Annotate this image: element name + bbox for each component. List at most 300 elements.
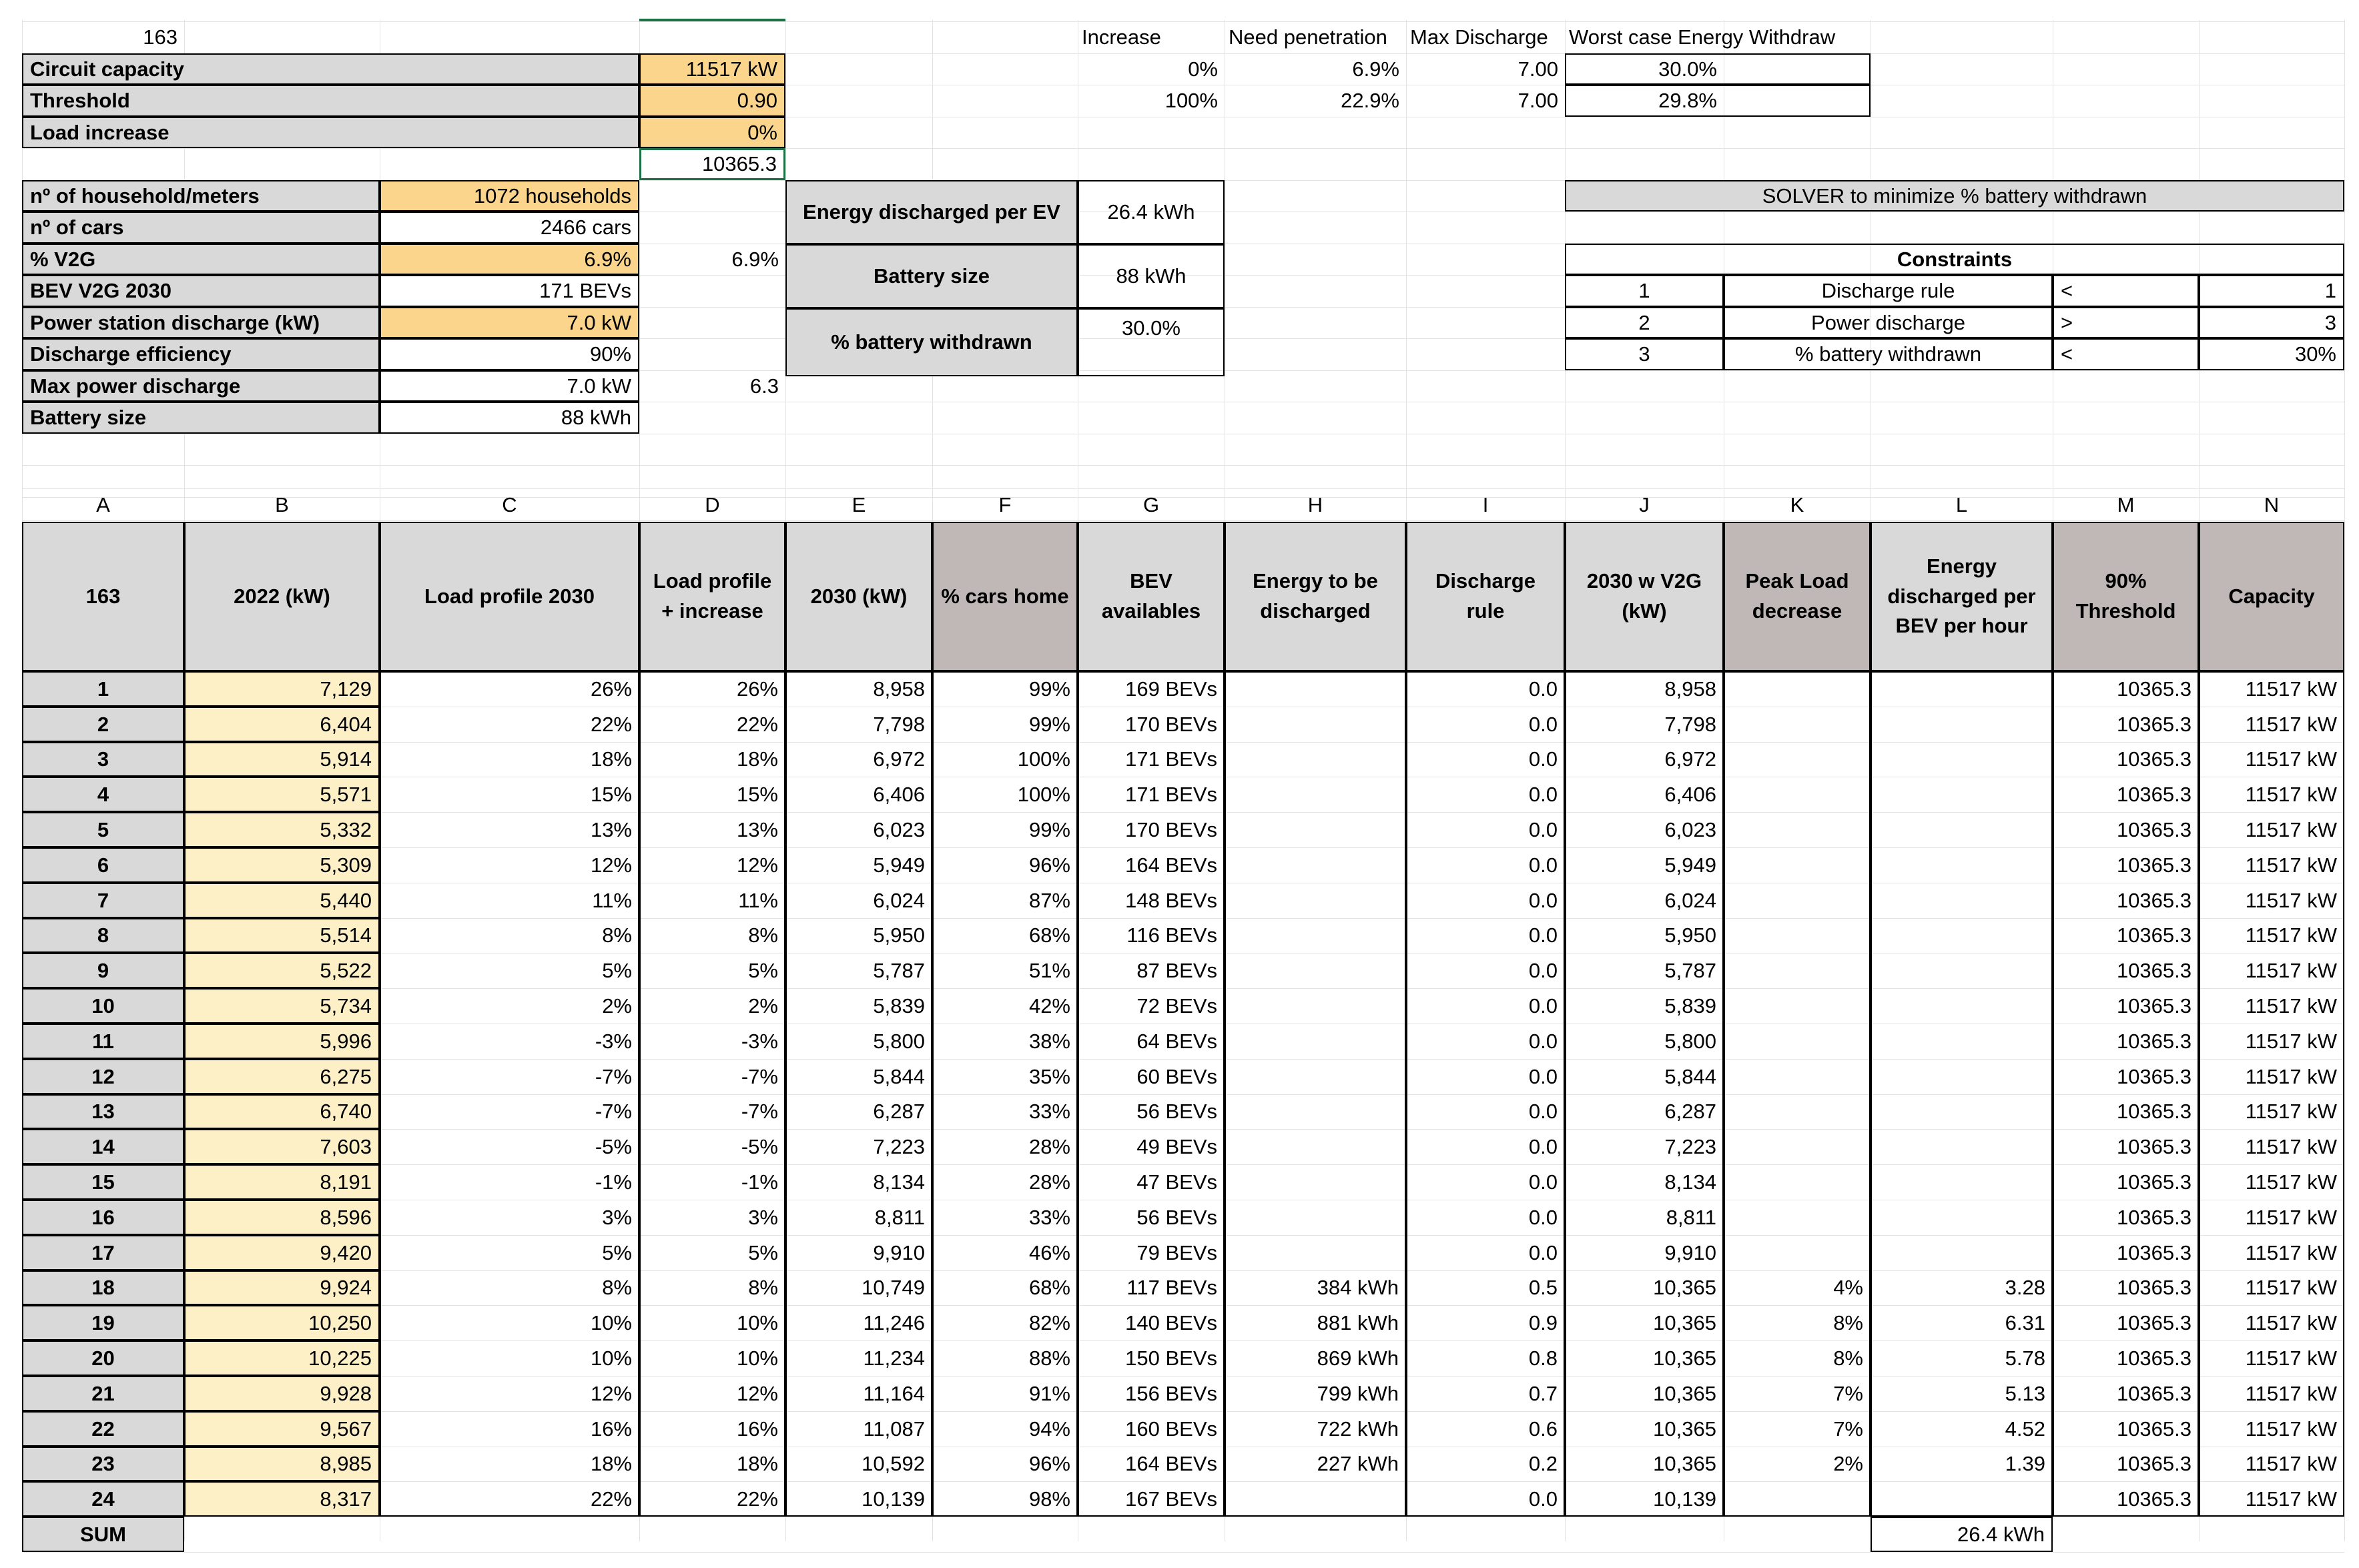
- table-cell[interactable]: 19: [22, 1305, 184, 1340]
- table-cell[interactable]: 11517 kW: [2199, 1305, 2344, 1340]
- table-cell[interactable]: 5,839: [785, 988, 932, 1024]
- table-cell[interactable]: 11517 kW: [2199, 1447, 2344, 1482]
- table-cell[interactable]: [1225, 777, 1406, 812]
- table-cell[interactable]: 0.0: [1406, 671, 1565, 707]
- scenario-header[interactable]: Need penetration: [1229, 25, 1387, 49]
- table-cell[interactable]: 5,996: [184, 1024, 380, 1059]
- table-cell[interactable]: 11517 kW: [2199, 1340, 2344, 1376]
- column-letter[interactable]: K: [1790, 492, 1804, 516]
- scenario-cell[interactable]: 0%: [1188, 57, 1218, 81]
- table-cell[interactable]: [1871, 1200, 2053, 1235]
- table-cell[interactable]: 5%: [380, 953, 639, 988]
- column-letter[interactable]: F: [998, 492, 1012, 516]
- table-cell[interactable]: 18: [22, 1270, 184, 1306]
- load-increase-label[interactable]: Load increase: [22, 117, 639, 149]
- table-cell[interactable]: -3%: [639, 1024, 785, 1059]
- table-cell[interactable]: [1724, 1200, 1871, 1235]
- table-cell[interactable]: 722 kWh: [1225, 1411, 1406, 1447]
- table-header[interactable]: 2030 w V2G (kW): [1565, 522, 1724, 671]
- table-cell[interactable]: -7%: [639, 1059, 785, 1094]
- scenario-cell[interactable]: 7.00: [1518, 89, 1558, 113]
- table-cell[interactable]: 99%: [932, 812, 1078, 847]
- table-cell[interactable]: 5,332: [184, 812, 380, 847]
- table-header[interactable]: Capacity: [2199, 522, 2344, 671]
- table-cell[interactable]: 11517 kW: [2199, 1200, 2344, 1235]
- table-cell[interactable]: 116 BEVs: [1078, 918, 1225, 953]
- table-cell[interactable]: 3%: [639, 1200, 785, 1235]
- table-cell[interactable]: 10365.3: [2053, 1340, 2199, 1376]
- table-cell[interactable]: 227 kWh: [1225, 1447, 1406, 1482]
- table-cell[interactable]: 8%: [639, 918, 785, 953]
- table-cell[interactable]: [1225, 847, 1406, 883]
- circuit-capacity-value[interactable]: 11517 kW: [639, 53, 785, 85]
- table-cell[interactable]: 9,567: [184, 1411, 380, 1447]
- table-cell[interactable]: 51%: [932, 953, 1078, 988]
- table-cell[interactable]: [1724, 1481, 1871, 1517]
- table-cell[interactable]: 10365.3: [2053, 742, 2199, 777]
- table-cell[interactable]: 11,246: [785, 1305, 932, 1340]
- table-cell[interactable]: 7,223: [785, 1129, 932, 1164]
- param-value[interactable]: 1072 households: [380, 180, 639, 212]
- table-cell[interactable]: 6,023: [1565, 812, 1724, 847]
- table-cell[interactable]: 8,958: [785, 671, 932, 707]
- table-cell[interactable]: 5,949: [785, 847, 932, 883]
- constraint-cell[interactable]: <: [2053, 338, 2199, 370]
- threshold-value-cell[interactable]: 10365.3: [639, 148, 785, 180]
- table-cell[interactable]: 11,164: [785, 1376, 932, 1411]
- table-cell[interactable]: 0.0: [1406, 918, 1565, 953]
- table-cell[interactable]: 26%: [380, 671, 639, 707]
- energy-per-ev-value[interactable]: 26.4 kWh: [1078, 180, 1225, 244]
- table-cell[interactable]: 11%: [380, 883, 639, 918]
- table-cell[interactable]: 0.0: [1406, 1094, 1565, 1130]
- table-cell[interactable]: 0.0: [1406, 1024, 1565, 1059]
- table-cell[interactable]: [1871, 671, 2053, 707]
- sheet-id[interactable]: 163: [143, 25, 178, 49]
- scenario-header[interactable]: Worst case Energy Withdraw: [1569, 25, 1836, 49]
- table-cell[interactable]: 47 BEVs: [1078, 1164, 1225, 1200]
- table-cell[interactable]: 15%: [380, 777, 639, 812]
- table-cell[interactable]: 148 BEVs: [1078, 883, 1225, 918]
- constraint-cell[interactable]: <: [2053, 275, 2199, 307]
- table-cell[interactable]: 10365.3: [2053, 883, 2199, 918]
- param-label[interactable]: nº of cars: [22, 212, 380, 244]
- threshold-label[interactable]: Threshold: [22, 85, 639, 117]
- table-cell[interactable]: -7%: [380, 1059, 639, 1094]
- column-letter[interactable]: L: [1955, 492, 1968, 516]
- table-cell[interactable]: 8,134: [785, 1164, 932, 1200]
- table-header[interactable]: Energy discharged per BEV per hour: [1871, 522, 2053, 671]
- table-cell[interactable]: 91%: [932, 1376, 1078, 1411]
- table-cell[interactable]: [1871, 1094, 2053, 1130]
- threshold-value[interactable]: 0.90: [639, 85, 785, 117]
- table-cell[interactable]: 7%: [1724, 1376, 1871, 1411]
- table-cell[interactable]: 10,365: [1565, 1340, 1724, 1376]
- param-label[interactable]: Power station discharge (kW): [22, 307, 380, 339]
- table-cell[interactable]: 0.5: [1406, 1270, 1565, 1306]
- table-cell[interactable]: -3%: [380, 1024, 639, 1059]
- table-cell[interactable]: [1724, 918, 1871, 953]
- table-cell[interactable]: [1225, 812, 1406, 847]
- param-value[interactable]: 7.0 kW: [380, 307, 639, 339]
- table-cell[interactable]: 18%: [639, 742, 785, 777]
- scenario-empty-cell[interactable]: [1724, 85, 1871, 117]
- table-cell[interactable]: 11517 kW: [2199, 1024, 2344, 1059]
- scenario-header[interactable]: Max Discharge: [1410, 25, 1548, 49]
- table-cell[interactable]: 64 BEVs: [1078, 1024, 1225, 1059]
- table-cell[interactable]: 9,420: [184, 1235, 380, 1270]
- constraint-cell[interactable]: 3: [1565, 338, 1724, 370]
- constraint-cell[interactable]: Power discharge: [1724, 307, 2053, 339]
- table-cell[interactable]: 10365.3: [2053, 918, 2199, 953]
- table-cell[interactable]: 164 BEVs: [1078, 1447, 1225, 1482]
- table-cell[interactable]: 10,365: [1565, 1305, 1724, 1340]
- table-cell[interactable]: 0.0: [1406, 1129, 1565, 1164]
- table-cell[interactable]: 8%: [1724, 1340, 1871, 1376]
- table-cell[interactable]: [1871, 847, 2053, 883]
- constraint-cell[interactable]: % battery withdrawn: [1724, 338, 2053, 370]
- battery-size-value[interactable]: 88 kWh: [1078, 244, 1225, 308]
- battery-size-label[interactable]: Battery size: [785, 244, 1078, 308]
- param-value[interactable]: 2466 cars: [380, 212, 639, 244]
- table-cell[interactable]: 156 BEVs: [1078, 1376, 1225, 1411]
- table-cell[interactable]: 7%: [1724, 1411, 1871, 1447]
- table-cell[interactable]: 10%: [380, 1305, 639, 1340]
- table-cell[interactable]: 10365.3: [2053, 1164, 2199, 1200]
- table-cell[interactable]: 4.52: [1871, 1411, 2053, 1447]
- table-cell[interactable]: 150 BEVs: [1078, 1340, 1225, 1376]
- param-side-value[interactable]: 6.9%: [731, 247, 779, 271]
- table-cell[interactable]: 11517 kW: [2199, 742, 2344, 777]
- table-cell[interactable]: 0.2: [1406, 1447, 1565, 1482]
- param-value[interactable]: 88 kWh: [380, 402, 639, 434]
- table-cell[interactable]: 22%: [639, 1481, 785, 1517]
- table-cell[interactable]: 2%: [639, 988, 785, 1024]
- table-cell[interactable]: 10,365: [1565, 1270, 1724, 1306]
- circuit-capacity-label[interactable]: Circuit capacity: [22, 53, 639, 85]
- table-cell[interactable]: -1%: [380, 1164, 639, 1200]
- table-cell[interactable]: 169 BEVs: [1078, 671, 1225, 707]
- table-cell[interactable]: 5,734: [184, 988, 380, 1024]
- table-cell[interactable]: 13: [22, 1094, 184, 1130]
- table-cell[interactable]: 10%: [639, 1340, 785, 1376]
- table-cell[interactable]: 5,950: [1565, 918, 1724, 953]
- table-cell[interactable]: -7%: [639, 1094, 785, 1130]
- table-cell[interactable]: 10,365: [1565, 1376, 1724, 1411]
- table-cell[interactable]: 5,571: [184, 777, 380, 812]
- table-header[interactable]: 2030 (kW): [785, 522, 932, 671]
- table-cell[interactable]: 28%: [932, 1129, 1078, 1164]
- constraints-title[interactable]: Constraints: [1565, 244, 2344, 276]
- table-cell[interactable]: 799 kWh: [1225, 1376, 1406, 1411]
- table-cell[interactable]: 22%: [380, 707, 639, 742]
- param-label[interactable]: Max power discharge: [22, 370, 380, 402]
- table-cell[interactable]: 6,023: [785, 812, 932, 847]
- table-cell[interactable]: 3%: [380, 1200, 639, 1235]
- table-cell[interactable]: 6: [22, 847, 184, 883]
- table-cell[interactable]: [1724, 988, 1871, 1024]
- table-cell[interactable]: 11517 kW: [2199, 1094, 2344, 1130]
- table-cell[interactable]: 10%: [380, 1340, 639, 1376]
- table-cell[interactable]: 2%: [380, 988, 639, 1024]
- table-cell[interactable]: 26%: [639, 671, 785, 707]
- table-cell[interactable]: 11517 kW: [2199, 1376, 2344, 1411]
- table-cell[interactable]: 0.9: [1406, 1305, 1565, 1340]
- table-cell[interactable]: -5%: [380, 1129, 639, 1164]
- table-cell[interactable]: 6,406: [1565, 777, 1724, 812]
- table-cell[interactable]: 171 BEVs: [1078, 742, 1225, 777]
- table-cell[interactable]: 8,811: [1565, 1200, 1724, 1235]
- table-cell[interactable]: 15%: [639, 777, 785, 812]
- table-cell[interactable]: 72 BEVs: [1078, 988, 1225, 1024]
- table-cell[interactable]: 88%: [932, 1340, 1078, 1376]
- battery-withdrawn-value[interactable]: 30.0%: [1078, 308, 1225, 376]
- table-cell[interactable]: 384 kWh: [1225, 1270, 1406, 1306]
- table-cell[interactable]: [1724, 1235, 1871, 1270]
- table-cell[interactable]: 7,798: [785, 707, 932, 742]
- table-cell[interactable]: [1225, 1481, 1406, 1517]
- table-cell[interactable]: -7%: [380, 1094, 639, 1130]
- table-cell[interactable]: 8%: [380, 1270, 639, 1306]
- table-cell[interactable]: 869 kWh: [1225, 1340, 1406, 1376]
- table-cell[interactable]: 11,234: [785, 1340, 932, 1376]
- table-cell[interactable]: 5,514: [184, 918, 380, 953]
- table-cell[interactable]: 11517 kW: [2199, 1164, 2344, 1200]
- param-side-value[interactable]: 6.3: [749, 374, 779, 398]
- param-value[interactable]: 7.0 kW: [380, 370, 639, 402]
- table-cell[interactable]: [1724, 1059, 1871, 1094]
- table-cell[interactable]: [1871, 918, 2053, 953]
- table-cell[interactable]: 5,950: [785, 918, 932, 953]
- table-cell[interactable]: [1871, 1129, 2053, 1164]
- table-cell[interactable]: 16: [22, 1200, 184, 1235]
- table-cell[interactable]: 5,844: [1565, 1059, 1724, 1094]
- table-cell[interactable]: 11517 kW: [2199, 707, 2344, 742]
- table-cell[interactable]: 5,800: [1565, 1024, 1724, 1059]
- column-letter[interactable]: N: [2264, 492, 2280, 516]
- table-cell[interactable]: 6,287: [1565, 1094, 1724, 1130]
- table-cell[interactable]: 10365.3: [2053, 847, 2199, 883]
- table-cell[interactable]: 0.0: [1406, 1164, 1565, 1200]
- table-cell[interactable]: 5%: [380, 1235, 639, 1270]
- table-cell[interactable]: 0.0: [1406, 1235, 1565, 1270]
- table-cell[interactable]: 87 BEVs: [1078, 953, 1225, 988]
- table-cell[interactable]: 1.39: [1871, 1447, 2053, 1482]
- table-cell[interactable]: 5,787: [785, 953, 932, 988]
- table-cell[interactable]: [1225, 1129, 1406, 1164]
- table-cell[interactable]: [1871, 988, 2053, 1024]
- table-cell[interactable]: 0.0: [1406, 742, 1565, 777]
- param-value[interactable]: 6.9%: [380, 244, 639, 276]
- table-cell[interactable]: [1225, 1164, 1406, 1200]
- table-header[interactable]: Load profile + increase: [639, 522, 785, 671]
- table-cell[interactable]: 160 BEVs: [1078, 1411, 1225, 1447]
- table-cell[interactable]: 8%: [380, 918, 639, 953]
- table-cell[interactable]: 9,924: [184, 1270, 380, 1306]
- table-cell[interactable]: [1225, 1024, 1406, 1059]
- table-cell[interactable]: 7,129: [184, 671, 380, 707]
- table-cell[interactable]: 7: [22, 883, 184, 918]
- table-cell[interactable]: 10365.3: [2053, 1094, 2199, 1130]
- table-cell[interactable]: 0.6: [1406, 1411, 1565, 1447]
- table-cell[interactable]: 42%: [932, 988, 1078, 1024]
- table-cell[interactable]: [1225, 707, 1406, 742]
- param-label[interactable]: % V2G: [22, 244, 380, 276]
- table-cell[interactable]: 8,985: [184, 1447, 380, 1482]
- table-cell[interactable]: 11517 kW: [2199, 812, 2344, 847]
- battery-withdrawn-label[interactable]: % battery withdrawn: [785, 308, 1078, 376]
- table-cell[interactable]: 16%: [380, 1411, 639, 1447]
- table-cell[interactable]: 5,309: [184, 847, 380, 883]
- table-cell[interactable]: 94%: [932, 1411, 1078, 1447]
- table-cell[interactable]: 8%: [1724, 1305, 1871, 1340]
- table-cell[interactable]: [1225, 1059, 1406, 1094]
- table-cell[interactable]: 21: [22, 1376, 184, 1411]
- table-cell[interactable]: 11%: [639, 883, 785, 918]
- table-cell[interactable]: 3.28: [1871, 1270, 2053, 1306]
- table-cell[interactable]: 0.0: [1406, 707, 1565, 742]
- table-cell[interactable]: [1871, 1235, 2053, 1270]
- table-cell[interactable]: 10: [22, 988, 184, 1024]
- table-cell[interactable]: 117 BEVs: [1078, 1270, 1225, 1306]
- table-cell[interactable]: [1225, 1200, 1406, 1235]
- table-cell[interactable]: 87%: [932, 883, 1078, 918]
- table-cell[interactable]: 5%: [639, 1235, 785, 1270]
- table-cell[interactable]: 5,949: [1565, 847, 1724, 883]
- table-cell[interactable]: 18%: [380, 742, 639, 777]
- scenario-cell[interactable]: 7.00: [1518, 57, 1558, 81]
- table-cell[interactable]: 7,223: [1565, 1129, 1724, 1164]
- table-cell[interactable]: 60 BEVs: [1078, 1059, 1225, 1094]
- param-label[interactable]: nº of household/meters: [22, 180, 380, 212]
- table-cell[interactable]: 33%: [932, 1200, 1078, 1235]
- column-letter[interactable]: H: [1307, 492, 1323, 516]
- table-cell[interactable]: 5.78: [1871, 1340, 2053, 1376]
- table-cell[interactable]: [1871, 742, 2053, 777]
- param-label[interactable]: Discharge efficiency: [22, 338, 380, 370]
- scenario-empty-cell[interactable]: [1724, 53, 1871, 85]
- table-header[interactable]: 163: [22, 522, 184, 671]
- table-cell[interactable]: [1724, 777, 1871, 812]
- table-cell[interactable]: 10365.3: [2053, 1376, 2199, 1411]
- column-letter[interactable]: I: [1482, 492, 1489, 516]
- table-cell[interactable]: [1724, 742, 1871, 777]
- table-cell[interactable]: 8%: [639, 1270, 785, 1306]
- table-header[interactable]: % cars home: [932, 522, 1078, 671]
- table-cell[interactable]: 9,910: [785, 1235, 932, 1270]
- table-cell[interactable]: 56 BEVs: [1078, 1094, 1225, 1130]
- table-cell[interactable]: 5.13: [1871, 1376, 2053, 1411]
- table-cell[interactable]: 8,134: [1565, 1164, 1724, 1200]
- scenario-cell[interactable]: 22.9%: [1341, 89, 1399, 113]
- table-cell[interactable]: 11517 kW: [2199, 847, 2344, 883]
- table-cell[interactable]: [1724, 883, 1871, 918]
- table-cell[interactable]: 10365.3: [2053, 1270, 2199, 1306]
- constraint-cell[interactable]: Discharge rule: [1724, 275, 2053, 307]
- table-cell[interactable]: 8,958: [1565, 671, 1724, 707]
- table-cell[interactable]: 46%: [932, 1235, 1078, 1270]
- table-cell[interactable]: [1724, 707, 1871, 742]
- table-cell[interactable]: 11,087: [785, 1411, 932, 1447]
- table-cell[interactable]: 99%: [932, 671, 1078, 707]
- table-cell[interactable]: 4: [22, 777, 184, 812]
- table-cell[interactable]: [1724, 953, 1871, 988]
- table-cell[interactable]: 5,914: [184, 742, 380, 777]
- table-cell[interactable]: 6,275: [184, 1059, 380, 1094]
- constraint-cell[interactable]: 3: [2199, 307, 2344, 339]
- table-cell[interactable]: 0.0: [1406, 988, 1565, 1024]
- table-cell[interactable]: 11517 kW: [2199, 671, 2344, 707]
- energy-per-ev-label[interactable]: Energy discharged per EV: [785, 180, 1078, 244]
- table-cell[interactable]: 56 BEVs: [1078, 1200, 1225, 1235]
- table-cell[interactable]: 10,225: [184, 1340, 380, 1376]
- table-cell[interactable]: [1871, 883, 2053, 918]
- scenario-header[interactable]: Increase: [1082, 25, 1161, 49]
- constraint-cell[interactable]: 1: [1565, 275, 1724, 307]
- table-cell[interactable]: 6,024: [1565, 883, 1724, 918]
- table-cell[interactable]: 12%: [639, 847, 785, 883]
- table-cell[interactable]: 10365.3: [2053, 1411, 2199, 1447]
- constraint-cell[interactable]: 1: [2199, 275, 2344, 307]
- table-cell[interactable]: 4%: [1724, 1270, 1871, 1306]
- table-cell[interactable]: 10365.3: [2053, 988, 2199, 1024]
- sum-value[interactable]: 26.4 kWh: [1871, 1517, 2053, 1552]
- param-label[interactable]: BEV V2G 2030: [22, 275, 380, 307]
- table-cell[interactable]: [1724, 1129, 1871, 1164]
- table-cell[interactable]: 100%: [932, 777, 1078, 812]
- table-cell[interactable]: [1724, 812, 1871, 847]
- table-cell[interactable]: 5%: [639, 953, 785, 988]
- table-cell[interactable]: -1%: [639, 1164, 785, 1200]
- table-cell[interactable]: [1724, 847, 1871, 883]
- scenario-cell[interactable]: 29.8%: [1565, 85, 1724, 117]
- column-letter[interactable]: C: [502, 492, 517, 516]
- table-cell[interactable]: 15: [22, 1164, 184, 1200]
- table-cell[interactable]: 5,522: [184, 953, 380, 988]
- table-cell[interactable]: 10,749: [785, 1270, 932, 1306]
- table-cell[interactable]: 10,365: [1565, 1411, 1724, 1447]
- table-cell[interactable]: 10365.3: [2053, 1235, 2199, 1270]
- table-cell[interactable]: 10365.3: [2053, 707, 2199, 742]
- table-cell[interactable]: 10365.3: [2053, 1059, 2199, 1094]
- table-cell[interactable]: [1724, 1164, 1871, 1200]
- table-cell[interactable]: 9: [22, 953, 184, 988]
- column-letter[interactable]: A: [96, 492, 110, 516]
- column-letter[interactable]: D: [705, 492, 720, 516]
- scenario-cell[interactable]: 6.9%: [1352, 57, 1399, 81]
- table-cell[interactable]: [1225, 671, 1406, 707]
- table-cell[interactable]: 82%: [932, 1305, 1078, 1340]
- table-cell[interactable]: 18%: [380, 1447, 639, 1482]
- table-cell[interactable]: 2: [22, 707, 184, 742]
- table-cell[interactable]: 170 BEVs: [1078, 707, 1225, 742]
- table-cell[interactable]: [1871, 812, 2053, 847]
- table-header[interactable]: BEV availables: [1078, 522, 1225, 671]
- table-cell[interactable]: [1871, 1164, 2053, 1200]
- table-header[interactable]: 90% Threshold: [2053, 522, 2199, 671]
- table-cell[interactable]: 0.0: [1406, 883, 1565, 918]
- table-cell[interactable]: 17: [22, 1235, 184, 1270]
- table-cell[interactable]: 11517 kW: [2199, 1411, 2344, 1447]
- scenario-cell[interactable]: 100%: [1164, 89, 1218, 113]
- table-cell[interactable]: [1724, 671, 1871, 707]
- table-cell[interactable]: [1225, 742, 1406, 777]
- table-cell[interactable]: 10365.3: [2053, 1305, 2199, 1340]
- table-cell[interactable]: 10365.3: [2053, 1447, 2199, 1482]
- table-header[interactable]: Peak Load decrease: [1724, 522, 1871, 671]
- scenario-cell[interactable]: 30.0%: [1565, 53, 1724, 85]
- table-cell[interactable]: [1871, 953, 2053, 988]
